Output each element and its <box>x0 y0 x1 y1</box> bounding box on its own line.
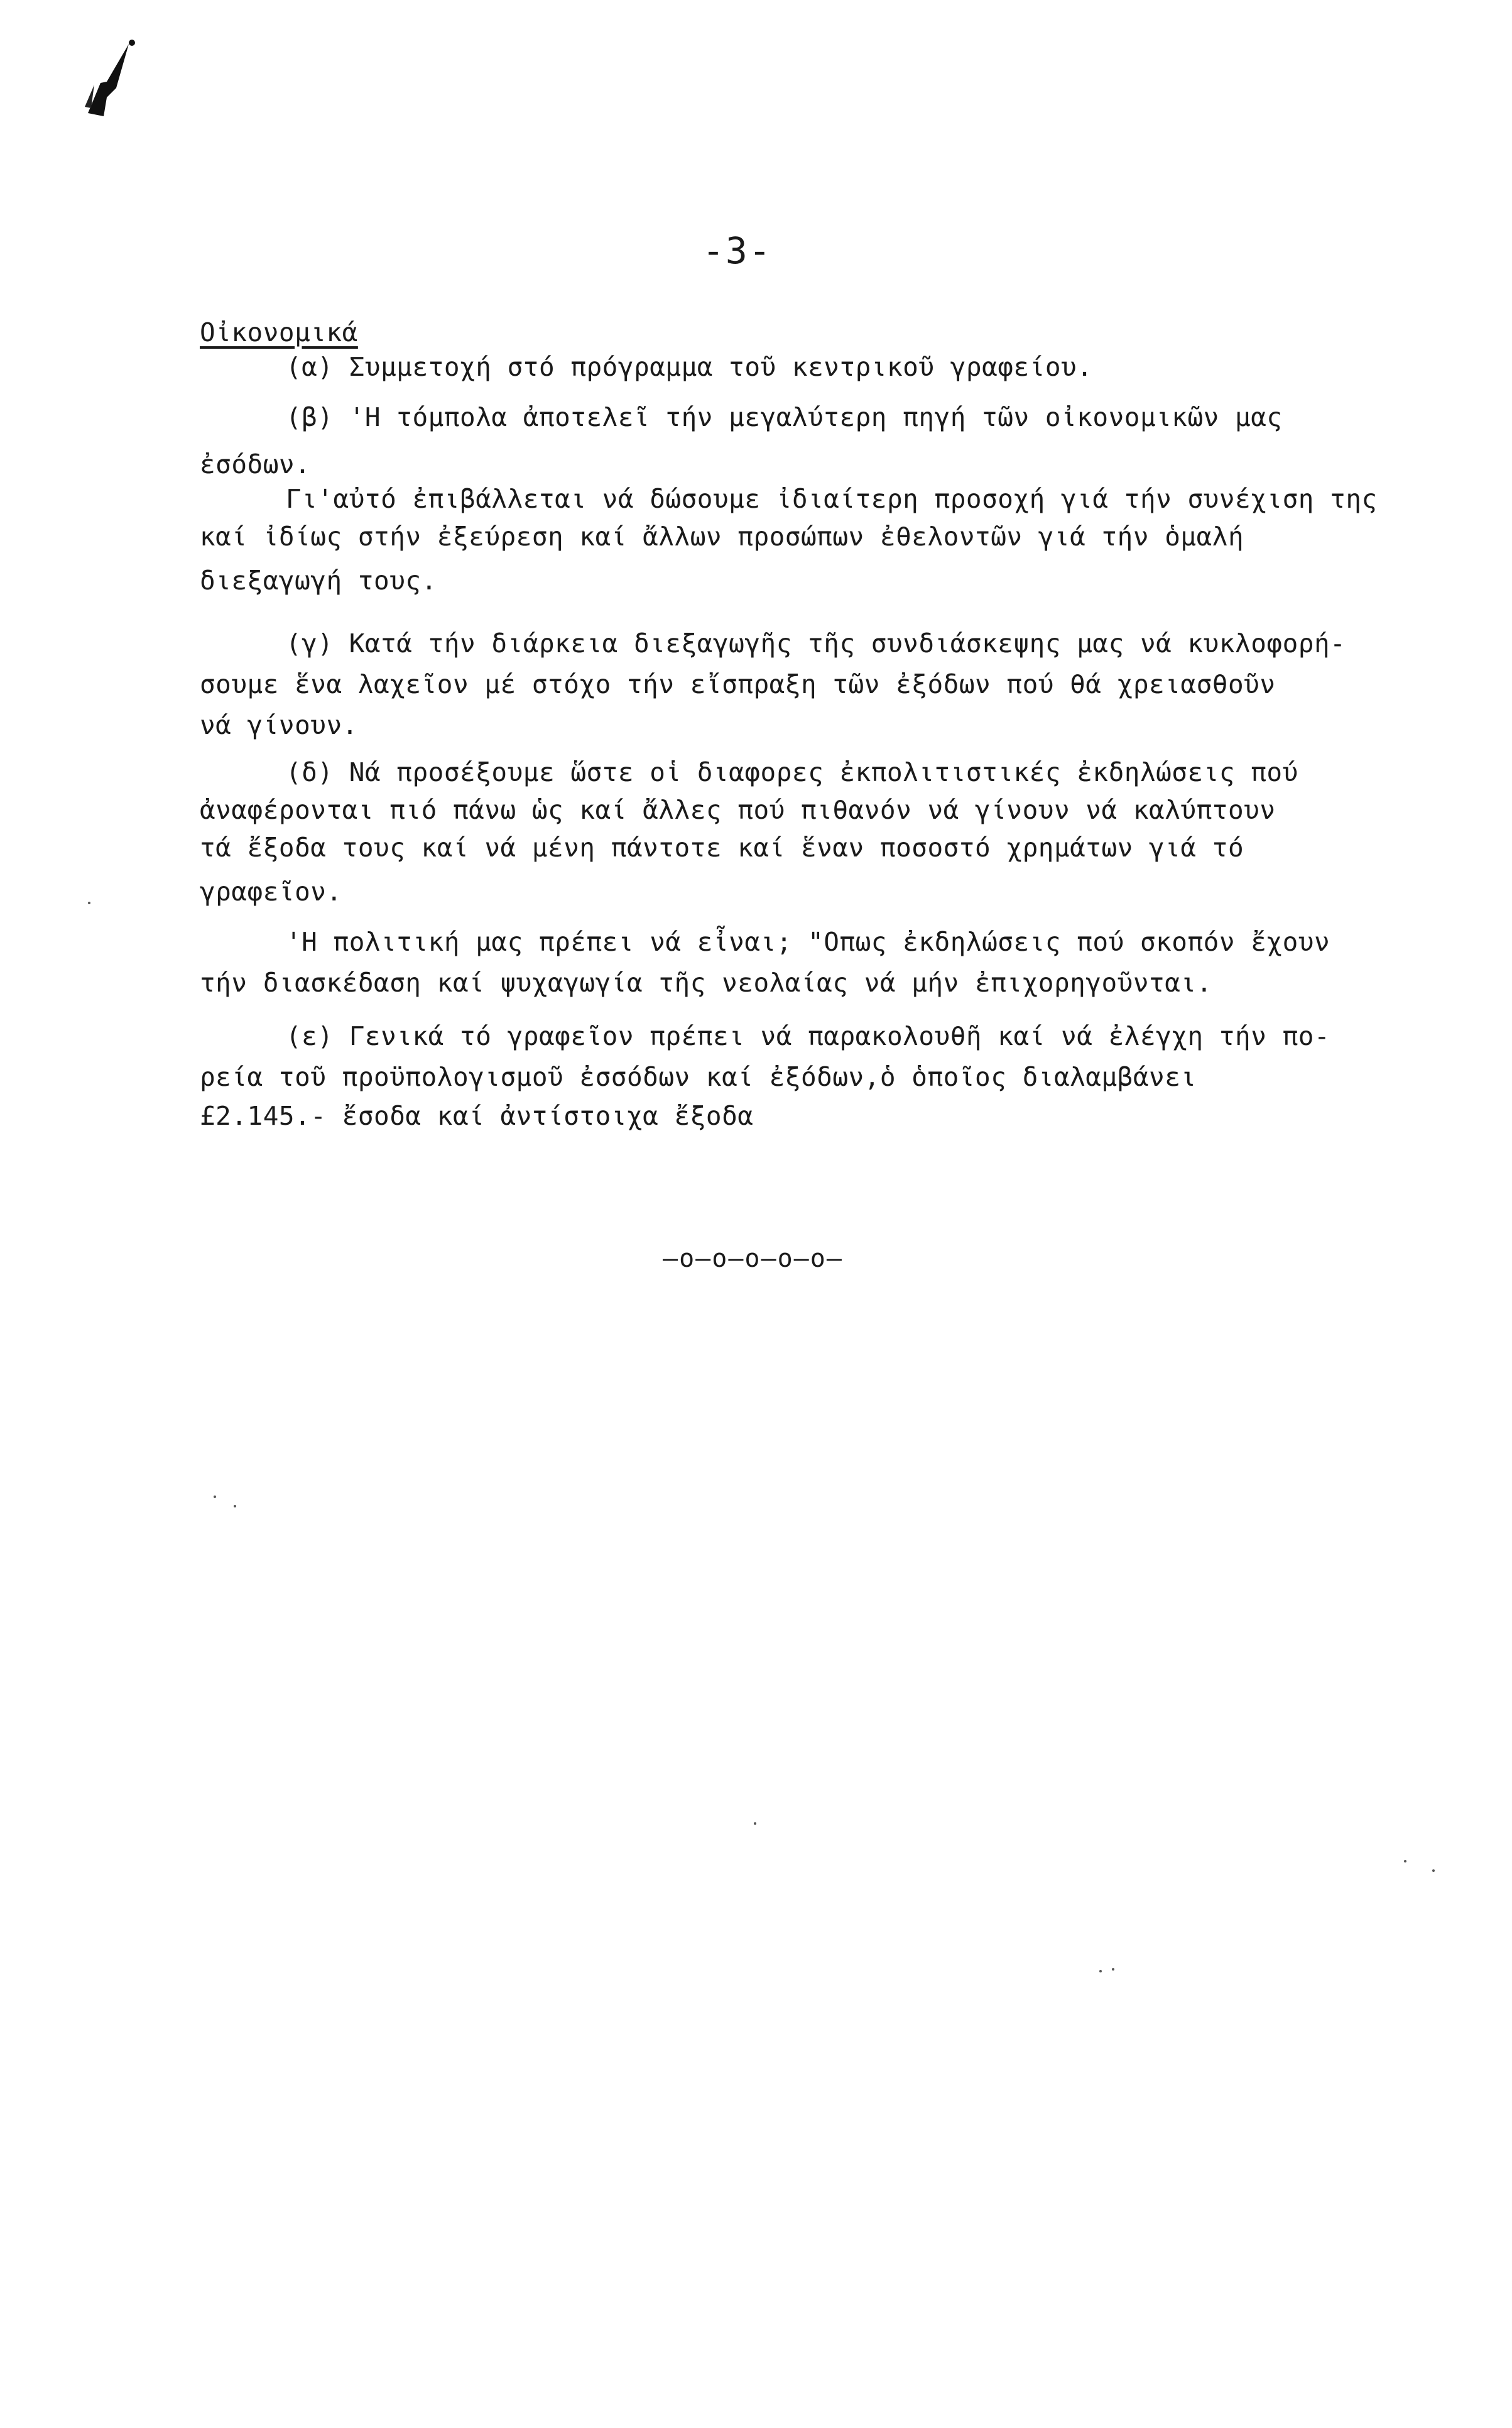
text-line: διεξαγωγή τους. <box>200 566 437 596</box>
text-line: σουμε ἕνα λαχεῖον μέ στόχο τήν εἴσπραξη τῶν ἐξόδων πού θά χρειασθοῦν <box>200 669 1276 699</box>
text-line: (α) Συμμετοχή στό πρόγραμμα τοῦ κεντρικοῦ γραφείου. <box>286 352 1093 382</box>
page-number: -3- <box>702 229 772 272</box>
scan-speck <box>1112 1968 1114 1971</box>
text-line: (δ) Νά προσέξουμε ὥστε οἱ διαφορες ἐκπολιτιστικές ἐκδηλώσεις πού <box>286 757 1298 787</box>
scan-speck <box>1099 1970 1102 1972</box>
text-line: ρεία τοῦ προϋπολογισμοῦ ἐσσόδων καί ἐξόδων,ὁ ὁποῖος διαλαμβάνει <box>200 1062 1197 1092</box>
section-separator: —o—o—o—o—o— <box>663 1244 843 1273</box>
text-line: (γ) Κατά τήν διάρκεια διεξαγωγῆς τῆς συνδιάσκεψης μας νά κυκλοφορή- <box>286 628 1346 659</box>
text-line: ἀναφέρονται πιό πάνω ὡς καί ἄλλες πού πιθανόν νά γίνουν νά καλύπτουν <box>200 795 1276 825</box>
scan-speck <box>754 1822 756 1825</box>
scan-speck <box>214 1496 216 1498</box>
ink-blot-icon <box>69 38 144 132</box>
text-line: τήν διασκέδαση καί ψυχαγωγία τῆς νεολαίας νά μήν ἐπιχορηγοῦνται. <box>200 968 1212 998</box>
section-heading: Οἰκονομικά <box>200 317 358 347</box>
text-line: νά γίνουν. <box>200 710 358 740</box>
text-line: Γι'αὐτό ἐπιβάλλεται νά δώσουμε ἰδιαίτερη προσοχή γιά τήν συνέχιση της <box>286 484 1378 514</box>
text-line: £2.145.- ἔσοδα καί ἀντίστοιχα ἔξοδα <box>200 1101 754 1131</box>
scan-speck <box>1404 1860 1406 1862</box>
text-line: (ε) Γενικά τό γραφεῖον πρέπει νά παρακολουθῆ καί νά ἐλέγχη τήν πο- <box>286 1021 1330 1051</box>
scan-speck <box>88 902 90 904</box>
text-line: γραφεῖον. <box>200 877 342 907</box>
text-line: καί ἰδίως στήν ἐξεύρεση καί ἄλλων προσώπων ἐθελοντῶν γιά τήν ὁμαλή <box>200 522 1244 552</box>
scan-speck <box>234 1505 236 1507</box>
text-line: τά ἔξοδα τους καί νά μένη πάντοτε καί ἕναν ποσοστό χρημάτων γιά τό <box>200 833 1244 863</box>
text-line: (β) 'Η τόμπολα ἀποτελεῖ τήν μεγαλύτερη πηγή τῶν οἰκονομικῶν μας <box>286 402 1283 432</box>
scan-speck <box>1432 1869 1435 1872</box>
text-line: ἐσόδων. <box>200 449 311 479</box>
text-line: 'Η πολιτική μας πρέπει νά εἶναι; "Οπως ἐκδηλώσεις πού σκοπόν ἔχουν <box>286 927 1330 957</box>
